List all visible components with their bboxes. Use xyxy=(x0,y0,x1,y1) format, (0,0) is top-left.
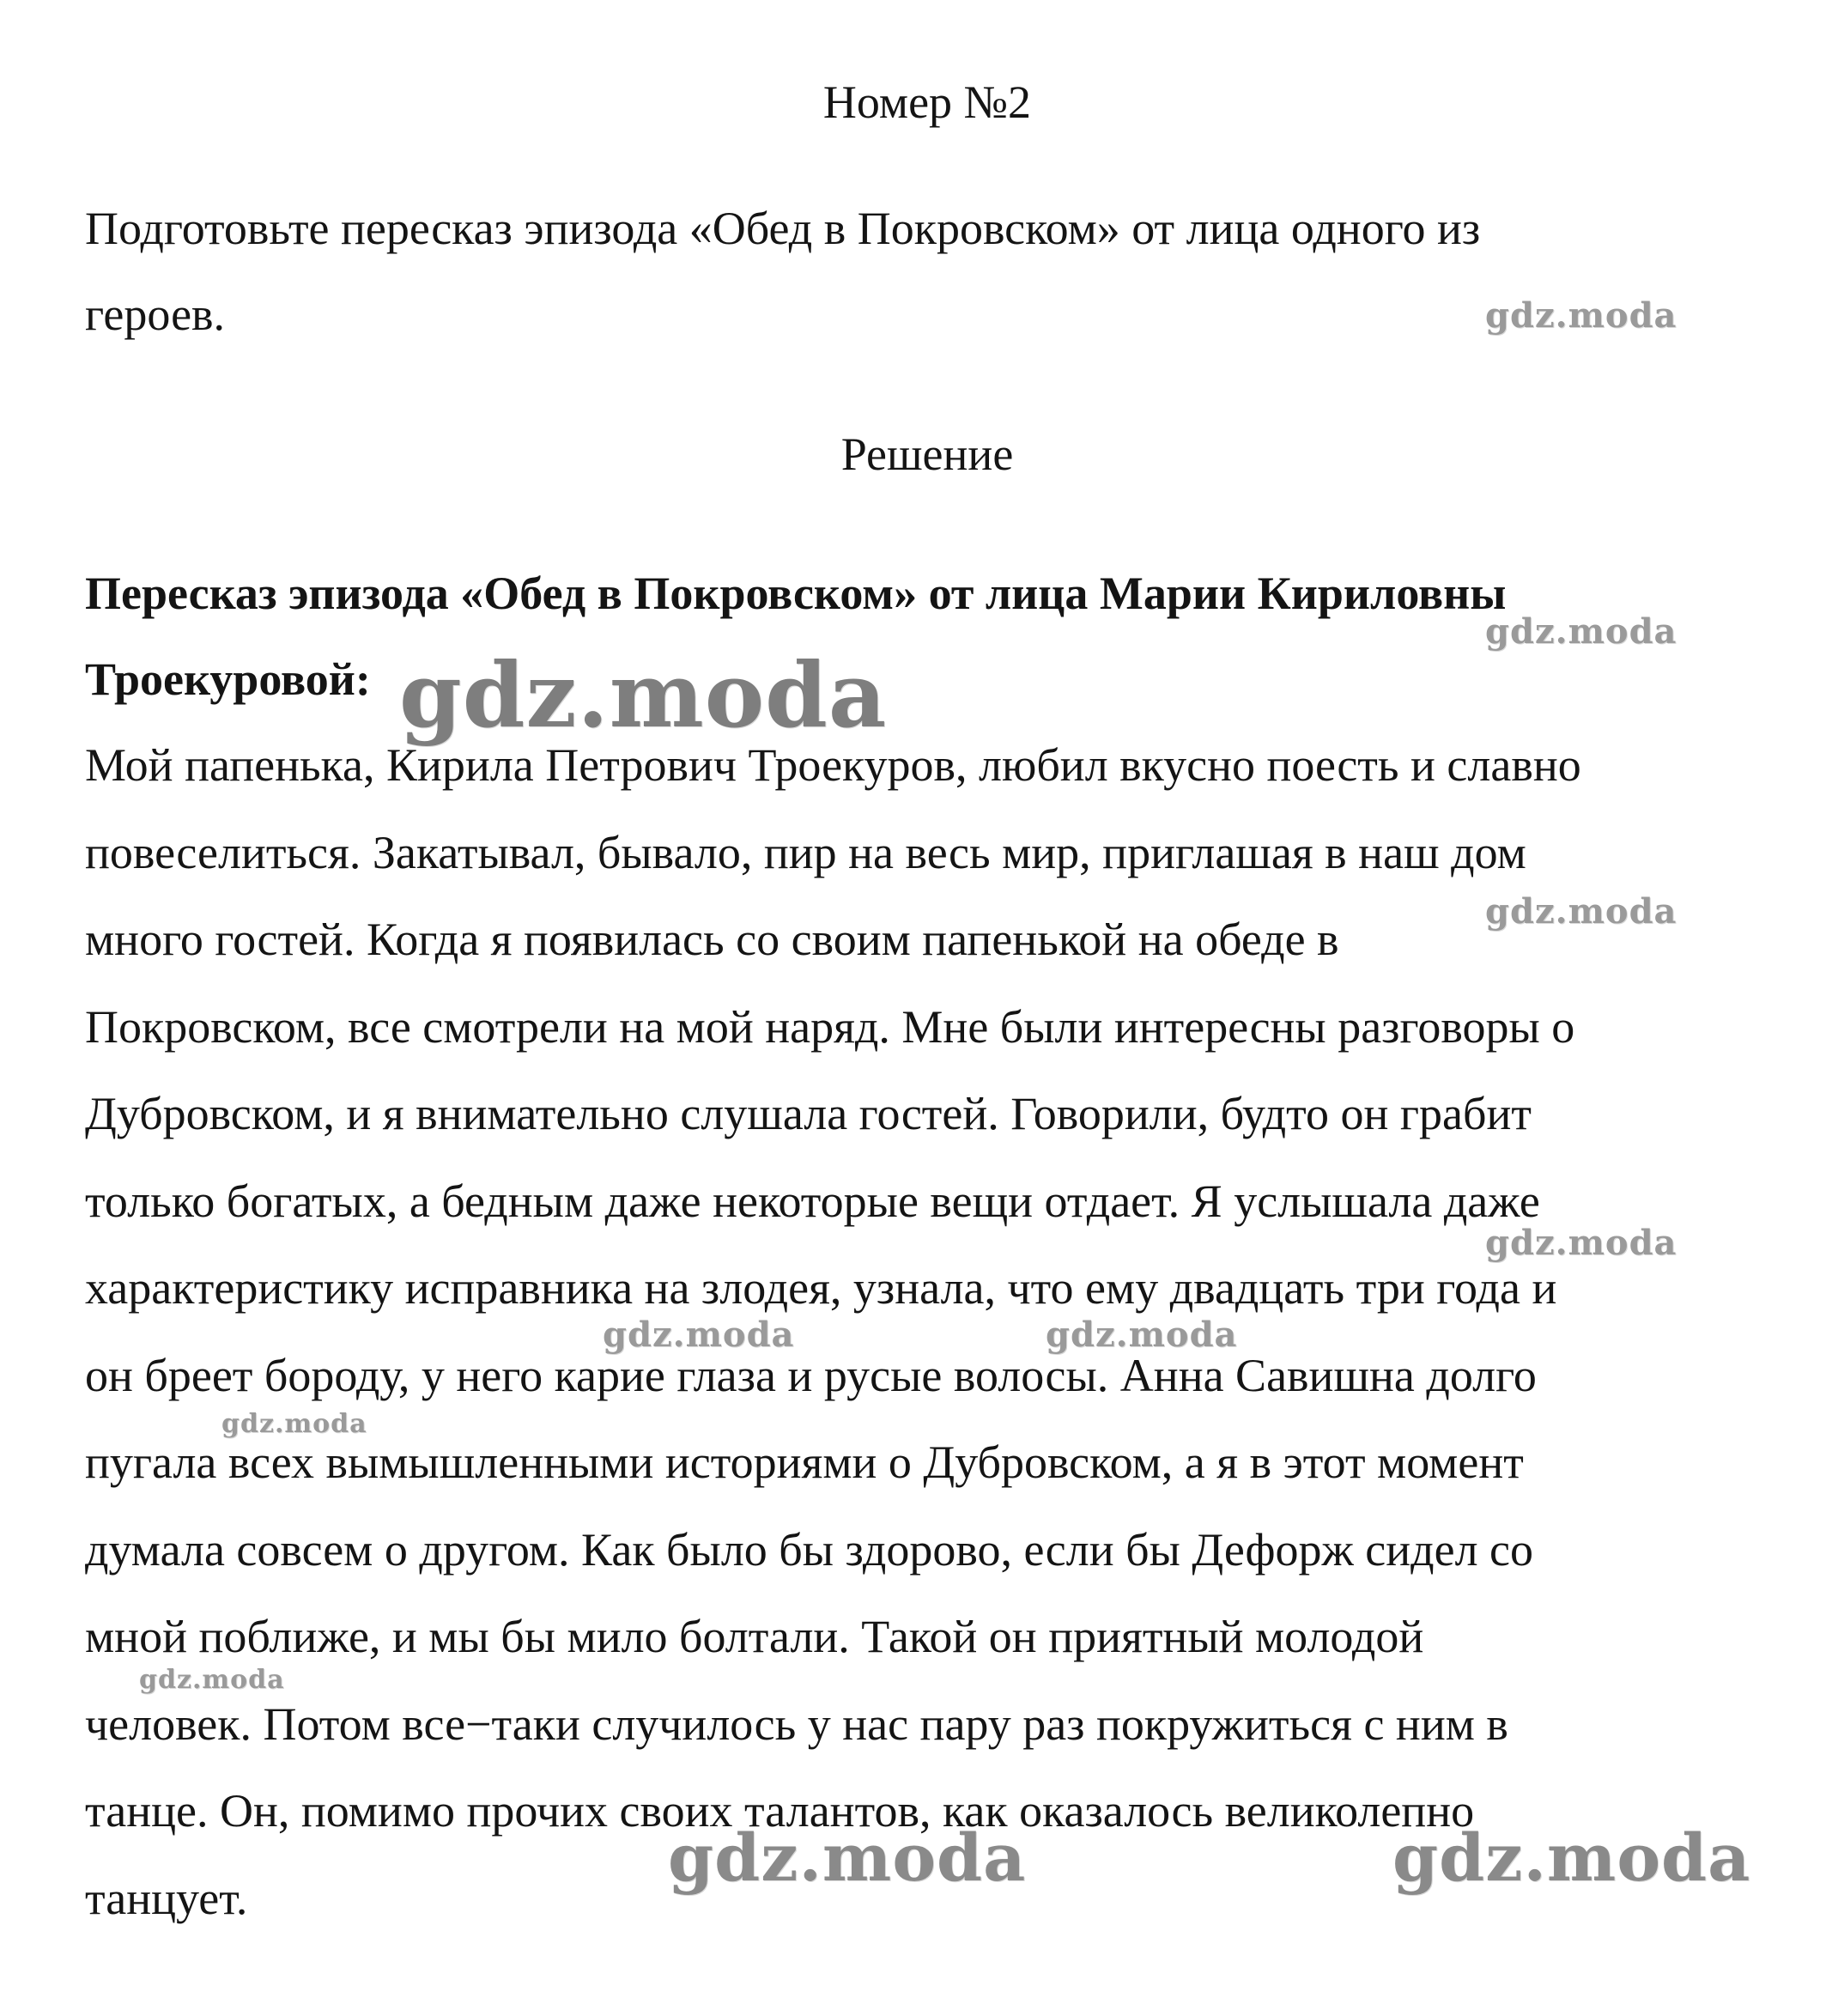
watermark: gdz.moda xyxy=(1392,1819,1751,1896)
watermark: gdz.moda xyxy=(139,1665,285,1695)
watermark: gdz.moda xyxy=(1485,611,1677,652)
watermark: gdz.moda xyxy=(1485,891,1677,932)
watermark: gdz.moda xyxy=(1046,1315,1238,1355)
answer-line: много гостей. Когда я появилась со своим папенькой на обеде в xyxy=(85,914,1339,965)
answer-line: думала совсем о другом. Как было бы здорово, если бы Дефорж сидел со xyxy=(85,1523,1533,1576)
answer-line: человек. Потом все−таки случилось у нас пару раз покружиться с ним в xyxy=(85,1697,1508,1750)
watermark: gdz.moda xyxy=(1485,1223,1677,1263)
answer-line: танцует. xyxy=(85,1872,248,1924)
answer-line: Покровском, все смотрели на мой наряд. Мне были интересны разговоры о xyxy=(85,1000,1575,1053)
answer-line: пугала всех вымышленными историями о Дубровском, а я в этот момент xyxy=(85,1436,1524,1488)
answer-heading-line: Троекуровой: xyxy=(85,653,371,705)
watermark: gdz.moda xyxy=(603,1315,795,1355)
answer-line: повеселиться. Закатывал, бывало, пир на весь мир, приглашая в наш дом xyxy=(85,826,1526,878)
answer-line: характеристику исправника на злодея, узнала, что ему двадцать три года и xyxy=(85,1262,1557,1314)
answer-line: Дубровском, и я внимательно слушала гостей. Говорили, будто он грабит xyxy=(85,1088,1532,1139)
watermark: gdz.moda xyxy=(1485,295,1677,336)
answer-line: он бреет бороду, у него карие глаза и русые волосы. Анна Савишна долго xyxy=(85,1349,1537,1401)
answer-line: только богатых, а бедным даже некоторые вещи отдает. Я услышала даже xyxy=(85,1175,1540,1227)
solution-title: Решение xyxy=(840,428,1014,480)
answer-line: мной поближе, и мы бы мило болтали. Такой он приятный молодой xyxy=(85,1611,1424,1662)
watermark: gdz.moda xyxy=(668,1819,1027,1896)
task-line: героев. xyxy=(85,288,226,340)
watermark: gdz.moda xyxy=(399,642,888,748)
answer-heading-line: Пересказ эпизода «Обед в Покровском» от лица Марии Кириловны xyxy=(85,568,1507,619)
answer-line: танце. Он, помимо прочих своих талантов, как оказалось великолепно xyxy=(85,1785,1475,1837)
task-number-title: Номер №2 xyxy=(822,76,1032,128)
watermark: gdz.moda xyxy=(221,1409,367,1439)
answer-line: Мой папенька, Кирила Петрович Троекуров, любил вкусно поесть и славно xyxy=(85,739,1581,791)
task-line: Подготовьте пересказ эпизода «Обед в Покровском» от лица одного из xyxy=(85,203,1481,254)
